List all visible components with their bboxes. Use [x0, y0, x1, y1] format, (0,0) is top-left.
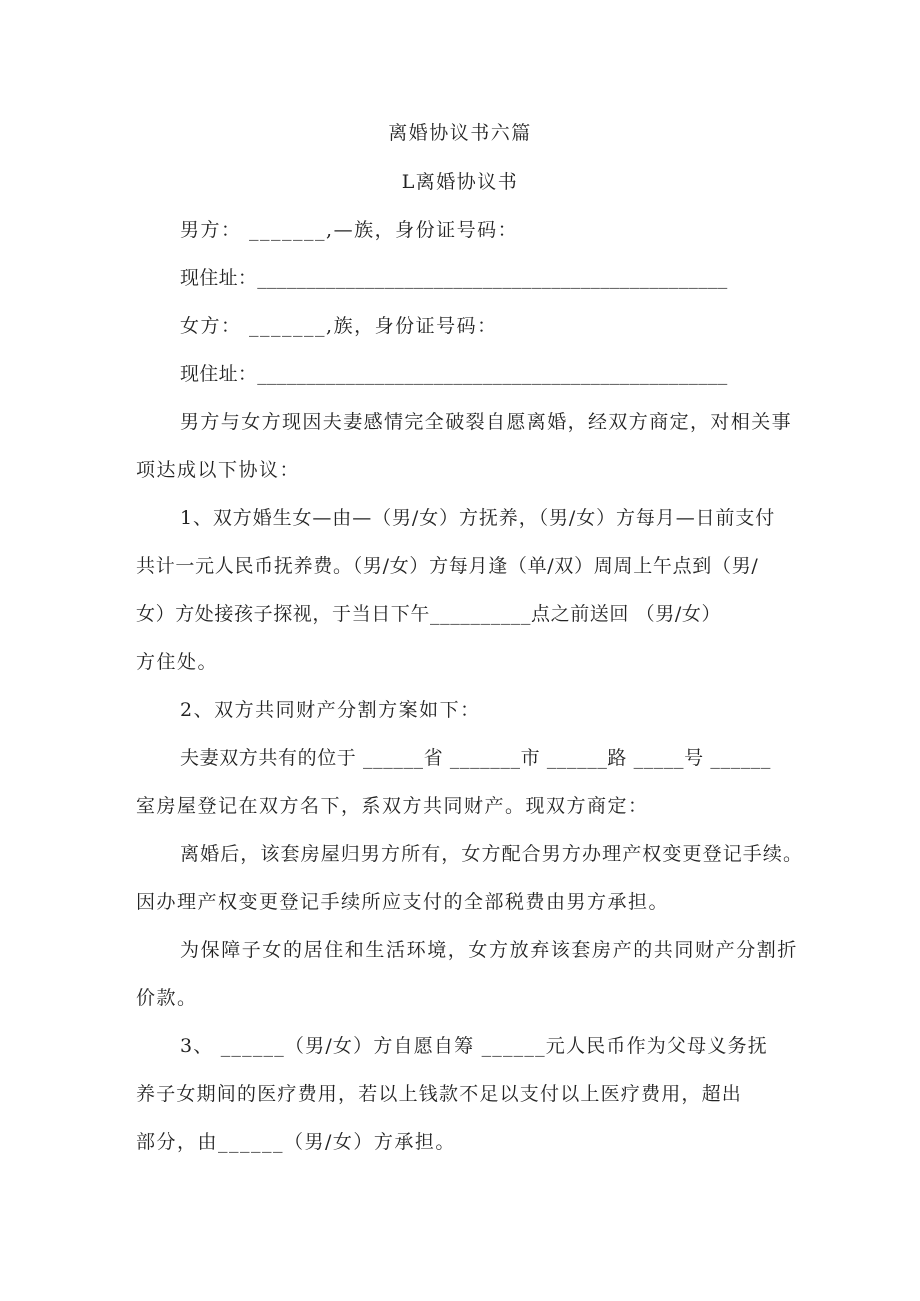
paragraph-line: 项达成以下协议：: [136, 459, 301, 481]
paragraph-line: 2、双方共同财产分割方案如下：: [180, 699, 481, 721]
paragraph-line: 为保障子女的居住和生活环境，女方放弃该套房产的共同财产分割折: [180, 939, 799, 961]
paragraph-line: 夫妻双方共有的位于 ______省 _______市 ______路 _____号 ______: [180, 747, 771, 769]
paragraph-line: 男方与女方现因夫妻感情完全破裂自愿离婚，经双方商定，对相关事: [180, 411, 793, 433]
paragraph-line: 离婚后，该套房屋归男方所有，女方配合男方办理产权变更登记手续。: [180, 843, 804, 865]
husband-address-line: 现住址：________________________________________________: [180, 267, 728, 289]
paragraph-line: 价款。: [136, 987, 198, 1009]
paragraph-line: 1、双方婚生女—由—（男/女）方抚养，（男/女）方每月—日前支付: [180, 507, 776, 529]
paragraph-line: 共计一元人民币抚养费。（男/女）方每月逢（单/双）周周上午点到（男/: [136, 555, 759, 577]
wife-address-line: 现住址：________________________________________________: [180, 363, 728, 385]
agreement-heading: L离婚协议书: [401, 171, 519, 193]
document-title: 离婚协议书六篇: [388, 122, 532, 144]
paragraph-line: 养子女期间的医疗费用，若以上钱款不足以支付以上医疗费用，超出: [136, 1083, 743, 1105]
paragraph-line: 3、 ______（男/女）方自愿自筹 ______元人民币作为父母义务抚: [180, 1035, 768, 1057]
husband-info-line: 男方： _______,—族，身份证号码：: [180, 219, 519, 241]
paragraph-line: 方住处。: [136, 651, 219, 673]
paragraph-line: 因办理产权变更登记手续所应支付的全部税费由男方承担。: [136, 891, 670, 913]
paragraph-line: 室房屋登记在双方名下，系双方共同财产。现双方商定：: [136, 795, 649, 817]
wife-info-line: 女方： _______,族，身份证号码：: [180, 315, 498, 337]
paragraph-line: 部分，由______（男/女）方承担。: [136, 1131, 456, 1153]
paragraph-line: 女）方处接孩子探视，于当日下午__________点之前送回 （男/女）: [136, 603, 722, 625]
